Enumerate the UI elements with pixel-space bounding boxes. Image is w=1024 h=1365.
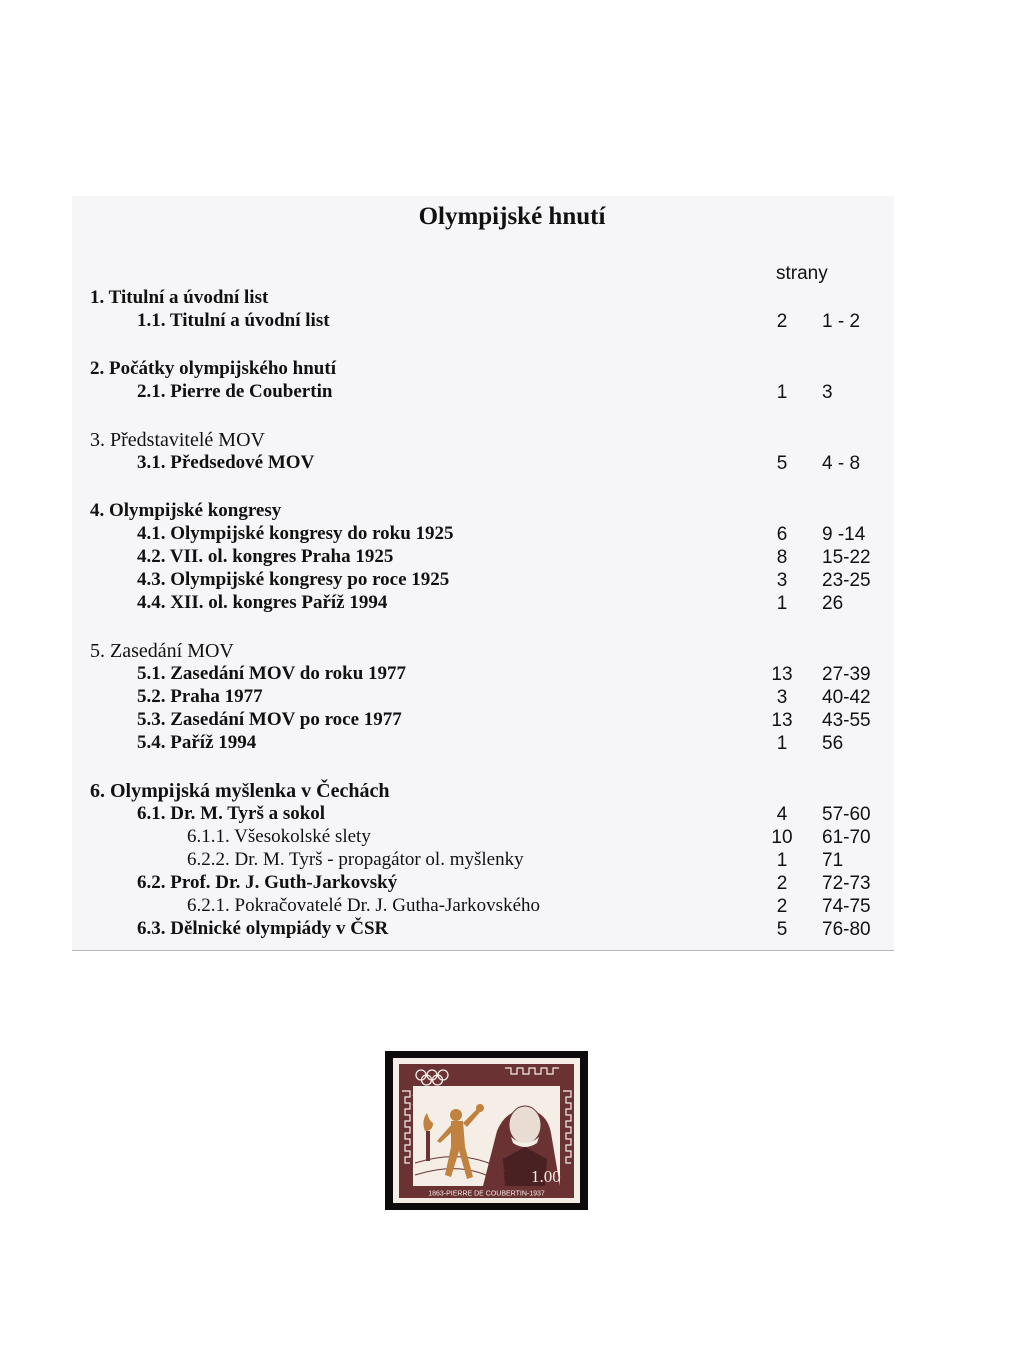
toc-entry [0, 452, 1024, 474]
entry-label: 5.3. Zasedání MOV po roce 1977 [137, 709, 402, 730]
toc-entry [0, 592, 1024, 614]
entry-page-count: 3 [776, 687, 788, 708]
entry-page-range: 61-70 [822, 827, 871, 848]
entry-page-range: 3 [822, 382, 833, 403]
toc-entry [0, 663, 1024, 685]
toc-entry [0, 826, 1024, 848]
entry-page-count: 1 [776, 850, 788, 871]
entry-page-range: 57-60 [822, 804, 871, 825]
entry-label: 6.2.2. Dr. M. Tyrš - propagátor ol. myšlenky [187, 849, 524, 870]
entry-page-range: 43-55 [822, 710, 871, 731]
entry-label: 6.1.1. Všesokolské slety [187, 826, 371, 847]
toc-entry [0, 732, 1024, 754]
stamp-image [385, 1051, 588, 1210]
entry-page-range: 26 [822, 593, 844, 614]
entry-label: 6.2.1. Pokračovatelé Dr. J. Gutha-Jarkovského [187, 895, 541, 916]
entry-page-count: 1 [776, 733, 788, 754]
entry-label: 4.3. Olympijské kongresy po roce 1925 [137, 569, 450, 590]
entry-page-range: 71 [822, 850, 844, 871]
toc-entry [0, 310, 1024, 332]
entry-label: 4.1. Olympijské kongresy do roku 1925 [137, 523, 454, 544]
entry-label: 4.4. XII. ol. kongres Paříž 1994 [137, 592, 388, 613]
entry-page-count: 2 [776, 311, 788, 332]
section-heading: 1. Titulní a úvodní list [90, 287, 269, 308]
section-heading: 2. Počátky olympijského hnutí [90, 358, 336, 379]
entry-page-range: 76-80 [822, 919, 871, 940]
page-title: Olympijské hnutí [418, 203, 606, 230]
toc-entry [0, 872, 1024, 894]
entry-page-range: 23-25 [822, 570, 871, 591]
toc-section [0, 287, 1024, 309]
entry-page-count: 10 [771, 827, 793, 848]
entry-label: 5.2. Praha 1977 [137, 686, 263, 707]
stamp-value: 1.00 [531, 1167, 561, 1186]
entry-page-count: 5 [776, 919, 788, 940]
toc-section [0, 500, 1024, 522]
entry-page-count: 13 [771, 710, 793, 731]
toc-entry [0, 523, 1024, 545]
pages-column-header: strany [776, 263, 828, 284]
entry-label: 5.4. Paříž 1994 [137, 732, 257, 753]
toc-entry [0, 709, 1024, 731]
entry-page-count: 8 [776, 547, 788, 568]
entry-page-range: 1 - 2 [822, 311, 861, 332]
entry-page-count: 6 [776, 524, 788, 545]
bottom-rule [72, 950, 894, 951]
postage-stamp [385, 1051, 588, 1210]
entry-label: 6.2. Prof. Dr. J. Guth-Jarkovský [137, 872, 398, 893]
entry-page-count: 13 [771, 664, 793, 685]
entry-page-range: 9 -14 [822, 524, 866, 545]
toc-section [0, 640, 1024, 662]
toc-section [0, 780, 1024, 802]
entry-page-range: 56 [822, 733, 844, 754]
stamp-caption: 1863-PIERRE DE COUBERTIN-1937 [428, 1190, 545, 1198]
toc-section [0, 429, 1024, 451]
entry-page-count: 1 [776, 593, 788, 614]
stamp-country: MONACO [412, 1093, 479, 1109]
entry-page-range: 40-42 [822, 687, 871, 708]
section-heading: 6. Olympijská myšlenka v Čechách [90, 780, 390, 802]
entry-page-count: 4 [776, 804, 788, 825]
toc-section [0, 358, 1024, 380]
entry-page-range: 15-22 [822, 547, 871, 568]
entry-label: 1.1. Titulní a úvodní list [137, 310, 330, 331]
entry-page-count: 2 [776, 873, 788, 894]
section-heading: 5. Zasedání MOV [90, 640, 234, 662]
section-heading: 3. Představitelé MOV [90, 429, 265, 451]
entry-label: 6.1. Dr. M. Tyrš a sokol [137, 803, 326, 824]
toc-entry [0, 569, 1024, 591]
entry-page-count: 5 [776, 453, 788, 474]
entry-page-range: 4 - 8 [822, 453, 861, 474]
entry-page-count: 2 [776, 896, 788, 917]
toc-entry [0, 381, 1024, 403]
entry-page-count: 3 [776, 570, 788, 591]
toc-entry [0, 803, 1024, 825]
entry-label: 5.1. Zasedání MOV do roku 1977 [137, 663, 407, 684]
stamp-year: 1963 [537, 1089, 553, 1098]
section-heading: 4. Olympijské kongresy [90, 500, 282, 521]
toc-entry [0, 895, 1024, 917]
toc-entry [0, 918, 1024, 940]
entry-page-range: 72-73 [822, 873, 871, 894]
entry-page-range: 27-39 [822, 664, 871, 685]
toc-entry [0, 686, 1024, 708]
toc-entry [0, 849, 1024, 871]
entry-label: 3.1. Předsedové MOV [137, 452, 315, 473]
entry-label: 2.1. Pierre de Coubertin [137, 381, 333, 402]
entry-page-count: 1 [776, 382, 788, 403]
toc-entry [0, 546, 1024, 568]
entry-label: 6.3. Dělnické olympiády v ČSR [137, 918, 389, 939]
entry-page-range: 74-75 [822, 896, 871, 917]
entry-label: 4.2. VII. ol. kongres Praha 1925 [137, 546, 394, 567]
